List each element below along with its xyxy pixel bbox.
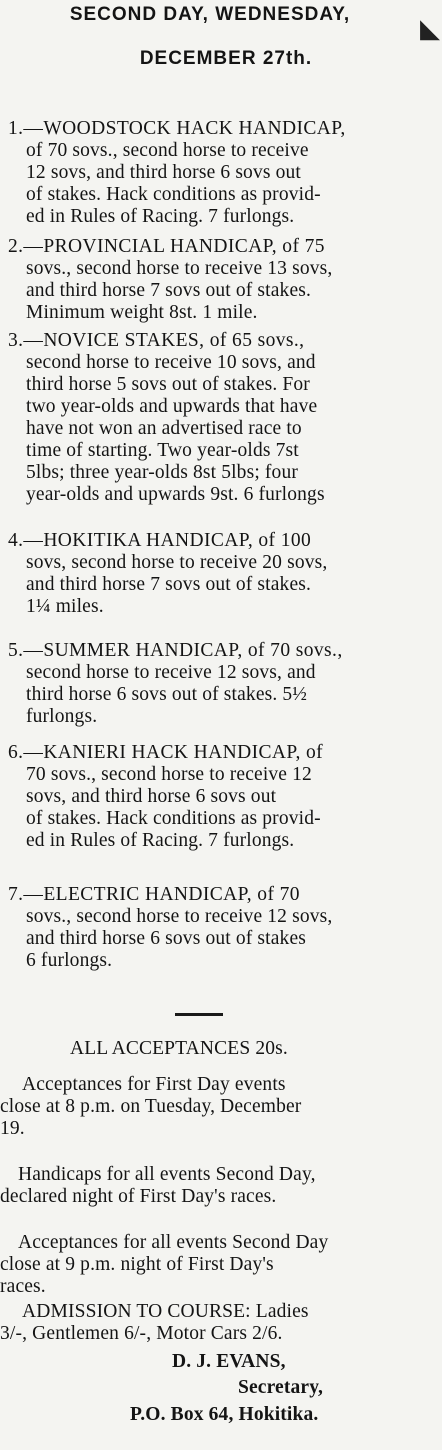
race-6-detail-line: of stakes. Hack conditions as provid- (26, 808, 321, 829)
race-5-detail-line: third horse 6 sovs out of stakes. 5½ (26, 684, 308, 705)
race-5-detail-line: furlongs. (26, 706, 98, 727)
race-7-detail-line: 6 furlongs. (26, 950, 113, 971)
acceptances-first-day-line-3: 19. (0, 1118, 25, 1139)
race-2-detail-line: sovs., second horse to receive 13 sovs, (26, 258, 333, 279)
admission-line-2: 3/-, Gentlemen 6/-, Motor Cars 2/6. (0, 1323, 283, 1344)
race-4-detail-line: sovs, second horse to receive 20 sovs, (26, 552, 328, 573)
race-3-detail-line: second horse to receive 10 sovs, and (26, 352, 316, 373)
race-title-6: 6.—KANIERI HACK HANDICAP, of (8, 742, 324, 763)
acceptances-second-day-line-1: Acceptances for all events Second Day (18, 1232, 329, 1253)
header-day: SECOND DAY, WEDNESDAY, (69, 4, 351, 25)
race-title-2: 2.—PROVINCIAL HANDICAP, of 75 (8, 236, 325, 257)
race-1-detail-line: 12 sovs, and third horse 6 sovs out (26, 162, 301, 183)
acceptances-heading: ALL ACCEPTANCES 20s. (70, 1038, 288, 1059)
race-6-detail-line: ed in Rules of Racing. 7 furlongs. (26, 830, 295, 851)
header-date: DECEMBER 27th. (139, 48, 313, 69)
acceptances-second-day-line-2: close at 9 p.m. night of First Day's (0, 1254, 274, 1275)
race-4-detail-line: 1¼ miles. (26, 596, 104, 617)
signature-name: D. J. EVANS, (172, 1351, 286, 1372)
race-1-detail-line: of stakes. Hack conditions as provid- (26, 184, 321, 205)
race-3-detail-line: two year-olds and upwards that have (26, 396, 318, 417)
race-6-detail-line: 70 sovs., second horse to receive 12 (26, 764, 312, 785)
race-title-4: 4.—HOKITIKA HANDICAP, of 100 (8, 530, 312, 551)
race-3-detail-line: time of starting. Two year-olds 7st (26, 440, 299, 461)
acceptances-first-day-line-1: Acceptances for First Day events (22, 1074, 286, 1095)
race-title-5: 5.—SUMMER HANDICAP, of 70 sovs., (8, 640, 343, 661)
race-1-detail-line: of 70 sovs., second horse to receive (26, 140, 309, 161)
admission-line-1: ADMISSION TO COURSE: Ladies (22, 1301, 309, 1322)
race-2-detail-line: and third horse 7 sovs out of stakes. (26, 280, 312, 301)
section-divider (175, 1013, 223, 1016)
race-3-detail-line: have not won an advertised race to (26, 418, 302, 439)
signature-title: Secretary, (238, 1377, 324, 1398)
race-5-detail-line: second horse to receive 12 sovs, and (26, 662, 316, 683)
race-title-3: 3.—NOVICE STAKES, of 65 sovs., (8, 330, 305, 351)
race-7-detail-line: and third horse 6 sovs out of stakes (26, 928, 306, 949)
race-3-detail-line: third horse 5 sovs out of stakes. For (26, 374, 310, 395)
race-3-detail-line: 5lbs; three year-olds 8st 5lbs; four (26, 462, 299, 483)
race-title-1: 1.—WOODSTOCK HACK HANDICAP, (8, 118, 346, 139)
acceptances-first-day-line-2: close at 8 p.m. on Tuesday, December (0, 1096, 302, 1117)
race-2-detail-line: Minimum weight 8st. 1 mile. (26, 302, 258, 323)
race-1-detail-line: ed in Rules of Racing. 7 furlongs. (26, 206, 295, 227)
margin-arrow-icon: ◣ (420, 14, 440, 44)
race-3-detail-line: year-olds and upwards 9st. 6 furlongs (26, 484, 325, 505)
race-title-7: 7.—ELECTRIC HANDICAP, of 70 (8, 884, 300, 905)
handicaps-notice-line-1: Handicaps for all events Second Day, (18, 1164, 316, 1185)
race-7-detail-line: sovs., second horse to receive 12 sovs, (26, 906, 333, 927)
race-6-detail-line: sovs, and third horse 6 sovs out (26, 786, 277, 807)
handicaps-notice-line-2: declared night of First Day's races. (0, 1186, 277, 1207)
race-4-detail-line: and third horse 7 sovs out of stakes. (26, 574, 312, 595)
signature-address: P.O. Box 64, Hokitika. (130, 1404, 319, 1425)
acceptances-second-day-line-3: races. (0, 1276, 46, 1297)
